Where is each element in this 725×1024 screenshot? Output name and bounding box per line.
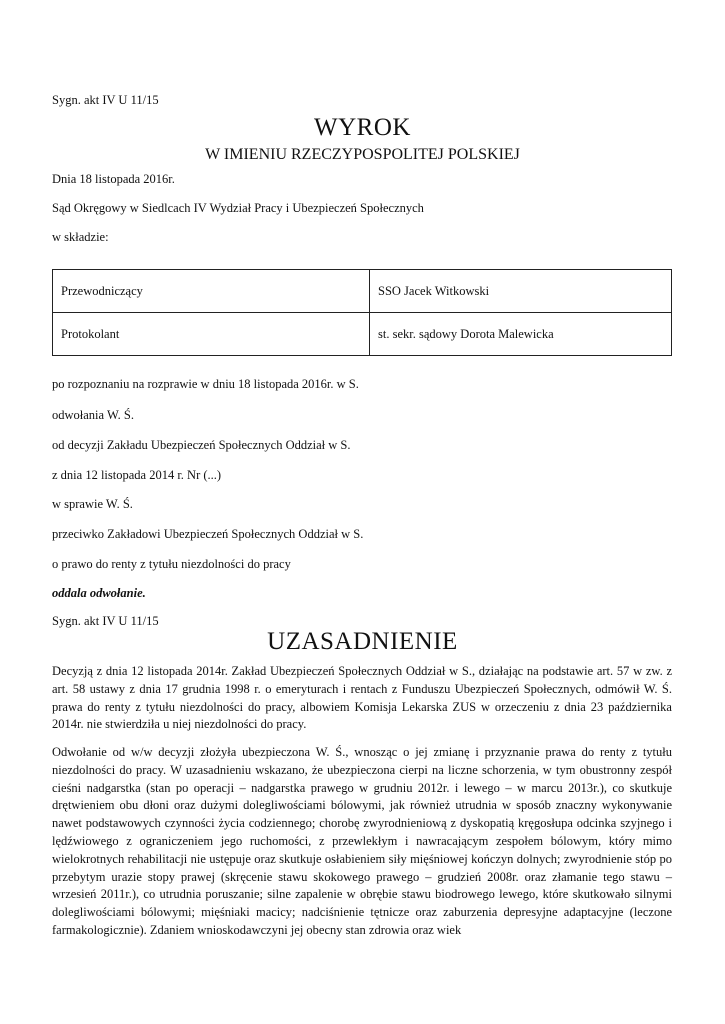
court-panel-table	[52, 269, 672, 356]
case-number: Sygn. akt IV U 11/15	[52, 93, 159, 107]
body-line: od decyzji Zakładu Ubezpieczeń Społecznych Oddział w S.	[52, 438, 351, 452]
body-line: o prawo do renty z tytułu niezdolności do pracy	[52, 557, 291, 571]
table-row	[53, 313, 672, 356]
panel-role: Protokolant	[53, 313, 370, 356]
document-subtitle: W IMIENIU RZECZYPOSPOLITEJ POLSKIEJ	[205, 146, 520, 163]
reasons-case-number: Sygn. akt IV U 11/15	[52, 614, 159, 628]
verdict: oddala odwołanie.	[52, 586, 146, 600]
body-line: odwołania W. Ś.	[52, 408, 134, 422]
panel-role: Przewodniczący	[53, 270, 370, 313]
reasons-paragraph: Decyzją z dnia 12 listopada 2014r. Zakład Ubezpieczeń Społecznych Oddział w S., działając na podstawie art. 57 w zw. z art. 58 ustawy z dnia 17 grudnia 1998 r. o emeryturach i rentach z Funduszu Ubezpieczeń Społecznych, odmówił W. Ś. prawa do renty z tytułu niezdolności do pracy, albowiem Komisja Lekarska ZUS w orzeczeniu z dnia 23 października 2014r. nie stwierdziła u niej niezdolności do pracy.	[52, 664, 672, 732]
composition-label: w składzie:	[52, 230, 109, 244]
reasons-title: UZASADNIENIE	[267, 628, 458, 655]
reasons-paragraph: Odwołanie od w/w decyzji złożyła ubezpieczona W. Ś., wnosząc o jej zmianę i przyznanie prawa do renty z tytułu niezdolności do pracy. W uzasadnieniu wskazano, że ubezpieczona cierpi na liczne schorzenia, w tym obustronny zespół cieśni nadgarstka (stan po operacji – nadgarstka prawego w grudniu 2012r. i lewego – w marcu 2013r.), co skutkuje drętwieniem obu dłoni oraz dużymi dolegliwościami bólowymi, jak również utrudnia w sposób znaczny wykonywanie nawet podstawowych czynności życia codziennego; chorobę zwyrodnieniową z dyskopatią kręgosłupa odcinka szyjnego i lędźwiowego z ograniczeniem jego ruchomości, z przewlekłym i nawracającym zespołem bólowym, który mimo wielokrotnych rehabilitacji nie ustępuje oraz skutkuje osłabieniem siły mięśniowej kończyn dolnych; zwyrodnienie stóp po przebytym urazie stopy prawej (skręcenie stawu skokowego prawego – grudzień 2008r. oraz złamanie tego stawu – wrzesień 2011r.), co utrudnia poruszanie; silne zapalenie w obrębie stawu biodrowego lewego, które skutkowało silnymi dolegliwościami bólowymi; mięśniaki macicy; nadciśnienie tętnicze oraz zaburzenia depresyjne adaptacyjne (leczone farmakologicznie). Zdaniem wnioskodawczyni jej obecny stan zdrowia oraz wiek	[52, 745, 672, 937]
table-row	[53, 270, 672, 313]
body-line: w sprawie W. Ś.	[52, 497, 133, 511]
court-name: Sąd Okręgowy w Siedlcach IV Wydział Pracy i Ubezpieczeń Społecznych	[52, 201, 424, 215]
document-title: WYROK	[314, 114, 411, 141]
body-line: z dnia 12 listopada 2014 r. Nr (...)	[52, 468, 222, 482]
judgment-date: Dnia 18 listopada 2016r.	[52, 172, 175, 186]
panel-member: st. sekr. sądowy Dorota Malewicka	[370, 313, 672, 356]
panel-member: SSO Jacek Witkowski	[370, 270, 672, 313]
body-line: po rozpoznaniu na rozprawie w dniu 18 listopada 2016r. w S.	[52, 377, 359, 391]
body-line: przeciwko Zakładowi Ubezpieczeń Społecznych Oddział w S.	[52, 527, 364, 541]
